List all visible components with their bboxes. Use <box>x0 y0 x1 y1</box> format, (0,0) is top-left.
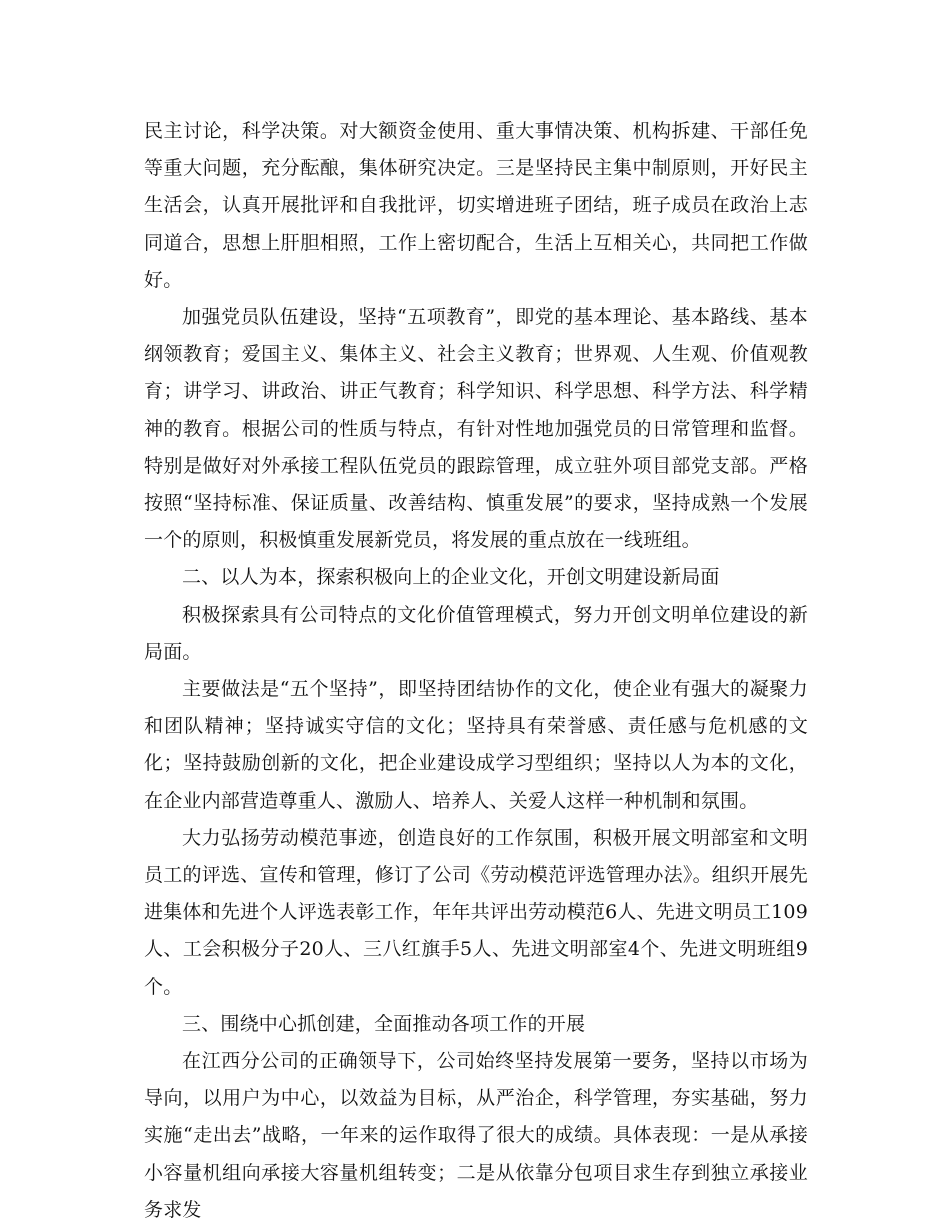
paragraph-3: 积极探索具有公司特点的文化价值管理模式，努力开创文明单位建设的新局面。 <box>144 603 808 663</box>
document-body <box>144 113 808 1229</box>
section-heading-2: 二、以人为本，探索积极向上的企业文化，开创文明建设新局面 <box>182 566 720 589</box>
paragraph-1: 民主讨论，科学决策。对大额资金使用、重大事情决策、机构拆建、干部任免等重大问题，充分酝酿，集体研究决定。三是坚持民主集中制原则，开好民主生活会，认真开展批评和自我批评，切实增进班子团结，班子成员在政治上志同道合，思想上肝胆相照，工作上密切配合，生活上互相关心，共同把工作做好。 <box>144 120 808 291</box>
paragraph-2: 加强党员队伍建设，坚持“五项教育”，即党的基本理论、基本路线、基本纲领教育；爱国主义、集体主义、社会主义教育；世界观、人生观、价值观教育；讲学习、讲政治、讲正气教育；科学知识、科学思想、科学方法、科学精神的教育。根据公司的性质与特点，有针对性地加强党员的日常管理和监督。特别是做好对外承接工程队伍党员的跟踪管理，成立驻外项目部党支部。严格按照“坚持标准、保证质量、改善结构、慎重发展”的要求，坚持成熟一个发展一个的原则，积极慎重发展新党员，将发展的重点放在一线班组。 <box>144 306 808 552</box>
section-heading-3: 三、围绕中心抓创建，全面推动各项工作的开展 <box>182 1012 586 1035</box>
paragraph-6: 在江西分公司的正确领导下，公司始终坚持发展第一要务，坚持以市场为导向，以用户为中心，以效益为目标，从严治企，科学管理，夯实基础，努力实施“走出去”战略，一年来的运作取得了很大的成绩。具体表现：一是从承接小容量机组向承接大容量机组转变；二是从依靠分包项目求生存到独立承接业务求发 <box>144 1050 808 1221</box>
paragraph-4: 主要做法是“五个坚持”，即坚持团结协作的文化，使企业有强大的凝聚力和团队精神；坚持诚实守信的文化；坚持具有荣誉感、责任感与危机感的文化；坚持鼓励创新的文化，把企业建设成学习型组织；坚持以人为本的文化，在企业内部营造尊重人、激励人、培养人、关爱人这样一种机制和氛围。 <box>144 678 808 812</box>
paragraph-5: 大力弘扬劳动模范事迹，创造良好的工作氛围，积极开展文明部室和文明员工的评选、宣传和管理，修订了公司《劳动模范评选管理办法》。组织开展先进集体和先进个人评选表彰工作，年年共评出劳动模范6人、先进文明员工109人、工会积极分子20人、三八红旗手5人、先进文明部室4个、先进文明班组9个。 <box>144 826 808 998</box>
